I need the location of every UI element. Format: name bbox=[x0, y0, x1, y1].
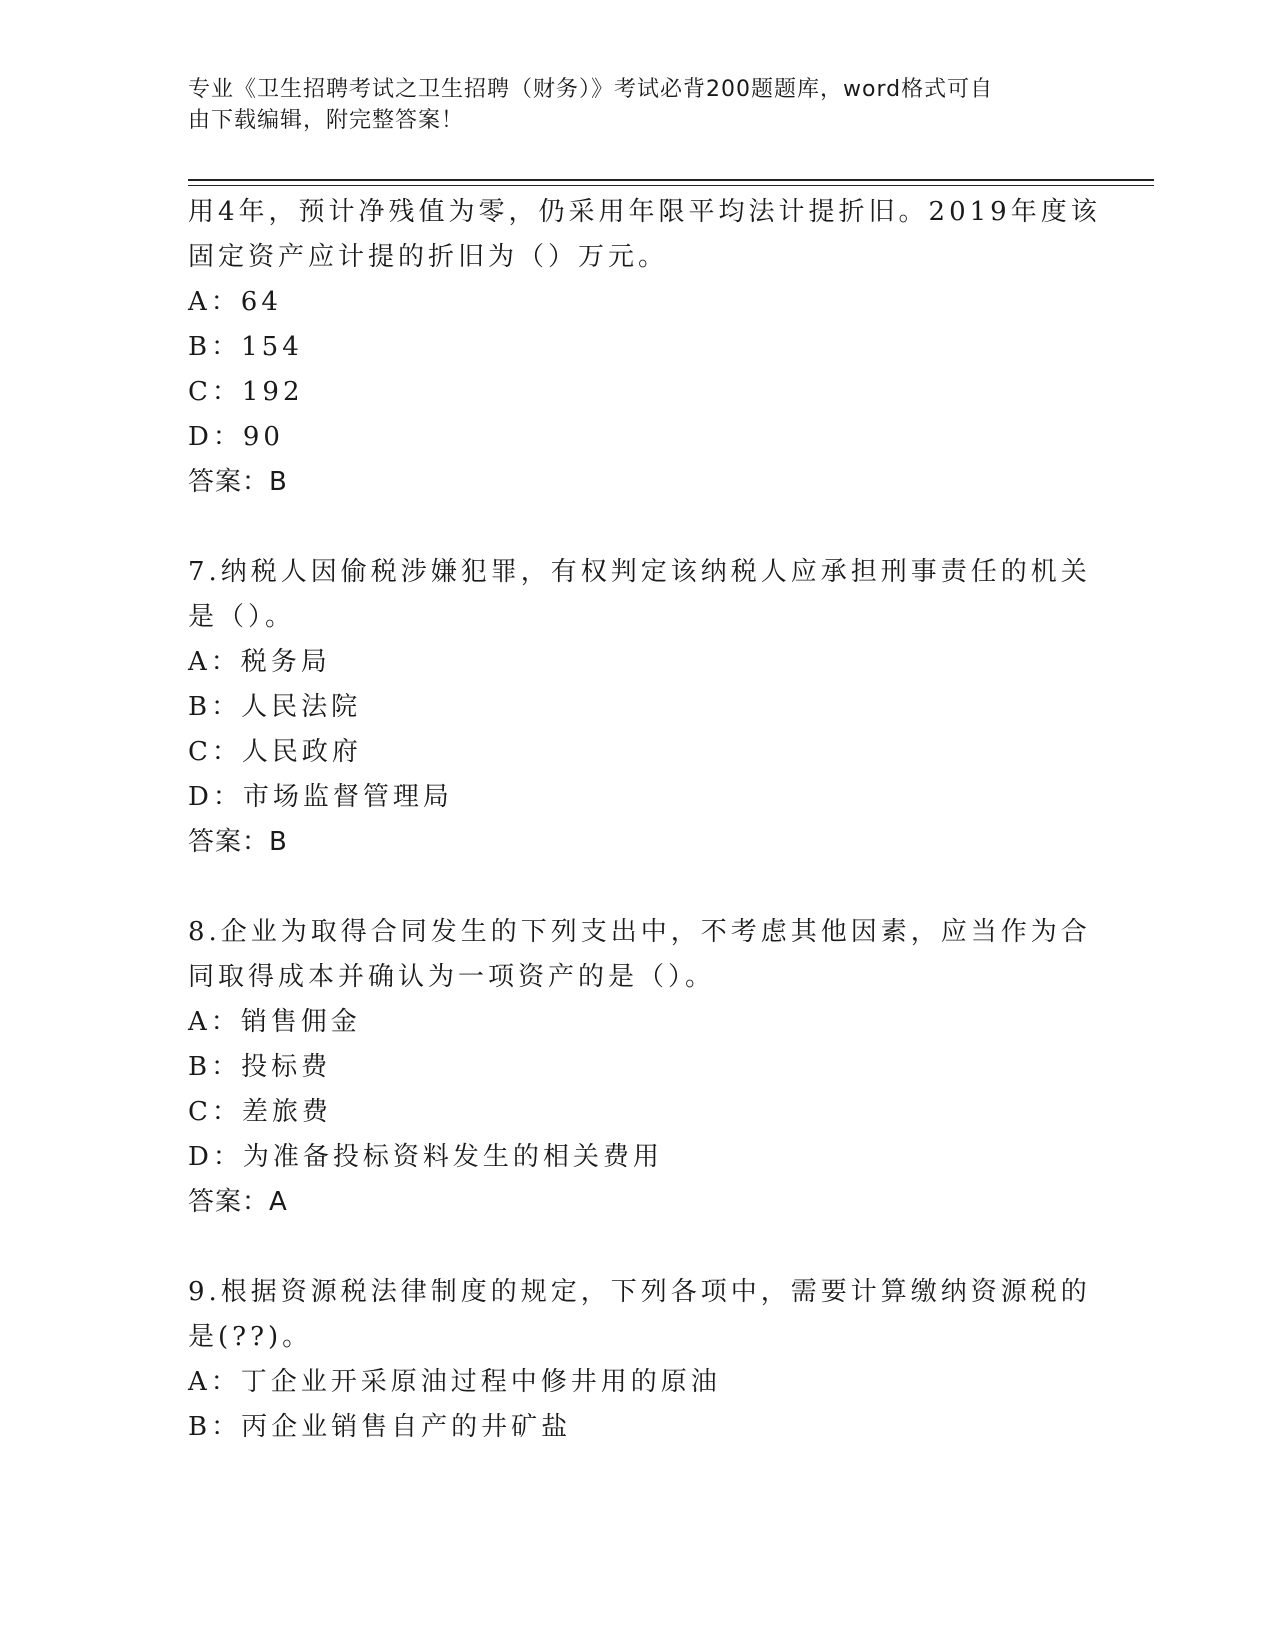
answer-line: 答案：B bbox=[188, 827, 288, 857]
question-stem-line: 同取得成本并确认为一项资产的是（）。 bbox=[188, 962, 716, 992]
question-stem-line: 是（）。 bbox=[188, 602, 296, 632]
option-a: A：销售佣金 bbox=[188, 1007, 361, 1037]
question-block-8 bbox=[188, 910, 1091, 1225]
question-block-7 bbox=[188, 550, 1091, 865]
option-a: A：丁企业开采原油过程中修井用的原油 bbox=[188, 1367, 721, 1397]
option-d: D：市场监督管理局 bbox=[188, 782, 453, 812]
question-stem-line: 9.根据资源税法律制度的规定，下列各项中，需要计算缴纳资源税的 bbox=[188, 1277, 1091, 1307]
header-line-1: 专业《卫生招聘考试之卫生招聘（财务）》考试必背200题题库，word格式可自 bbox=[188, 77, 994, 102]
option-b: B：154 bbox=[188, 332, 303, 362]
option-b: B：人民法院 bbox=[188, 692, 362, 722]
option-d: D：90 bbox=[188, 422, 284, 452]
question-stem-line: 8.企业为取得合同发生的下列支出中，不考虑其他因素，应当作为合 bbox=[188, 917, 1091, 947]
spacer bbox=[188, 505, 1088, 550]
question-block-6 bbox=[188, 190, 1101, 505]
document-body bbox=[188, 190, 1101, 1450]
header-line-2: 由下载编辑，附完整答案！ bbox=[188, 108, 465, 133]
question-block-9 bbox=[188, 1270, 1091, 1450]
option-a: A：税务局 bbox=[188, 647, 331, 677]
option-c: C：人民政府 bbox=[188, 737, 362, 767]
question-stem-line: 7.纳税人因偷税涉嫌犯罪，有权判定该纳税人应承担刑事责任的机关 bbox=[188, 557, 1091, 587]
header-rule-thin bbox=[188, 185, 1154, 186]
question-stem-line: 固定资产应计提的折旧为（）万元。 bbox=[188, 242, 669, 272]
answer-line: 答案：B bbox=[188, 467, 288, 497]
option-c: C：192 bbox=[188, 377, 304, 407]
option-b: B：丙企业销售自产的井矿盐 bbox=[188, 1412, 572, 1442]
header-rule-thick bbox=[188, 179, 1154, 181]
option-b: B：投标费 bbox=[188, 1052, 332, 1082]
answer-line: 答案：A bbox=[188, 1187, 288, 1217]
option-c: C：差旅费 bbox=[188, 1097, 332, 1127]
question-stem-line: 是(??)。 bbox=[188, 1322, 313, 1352]
spacer bbox=[188, 1225, 1088, 1270]
question-stem-line: 用4年，预计净残值为零，仍采用年限平均法计提折旧。2019年度该 bbox=[188, 197, 1101, 227]
option-a: A：64 bbox=[188, 287, 282, 317]
document-header bbox=[188, 74, 1088, 136]
option-d: D：为准备投标资料发生的相关费用 bbox=[188, 1142, 663, 1172]
spacer bbox=[188, 865, 1088, 910]
